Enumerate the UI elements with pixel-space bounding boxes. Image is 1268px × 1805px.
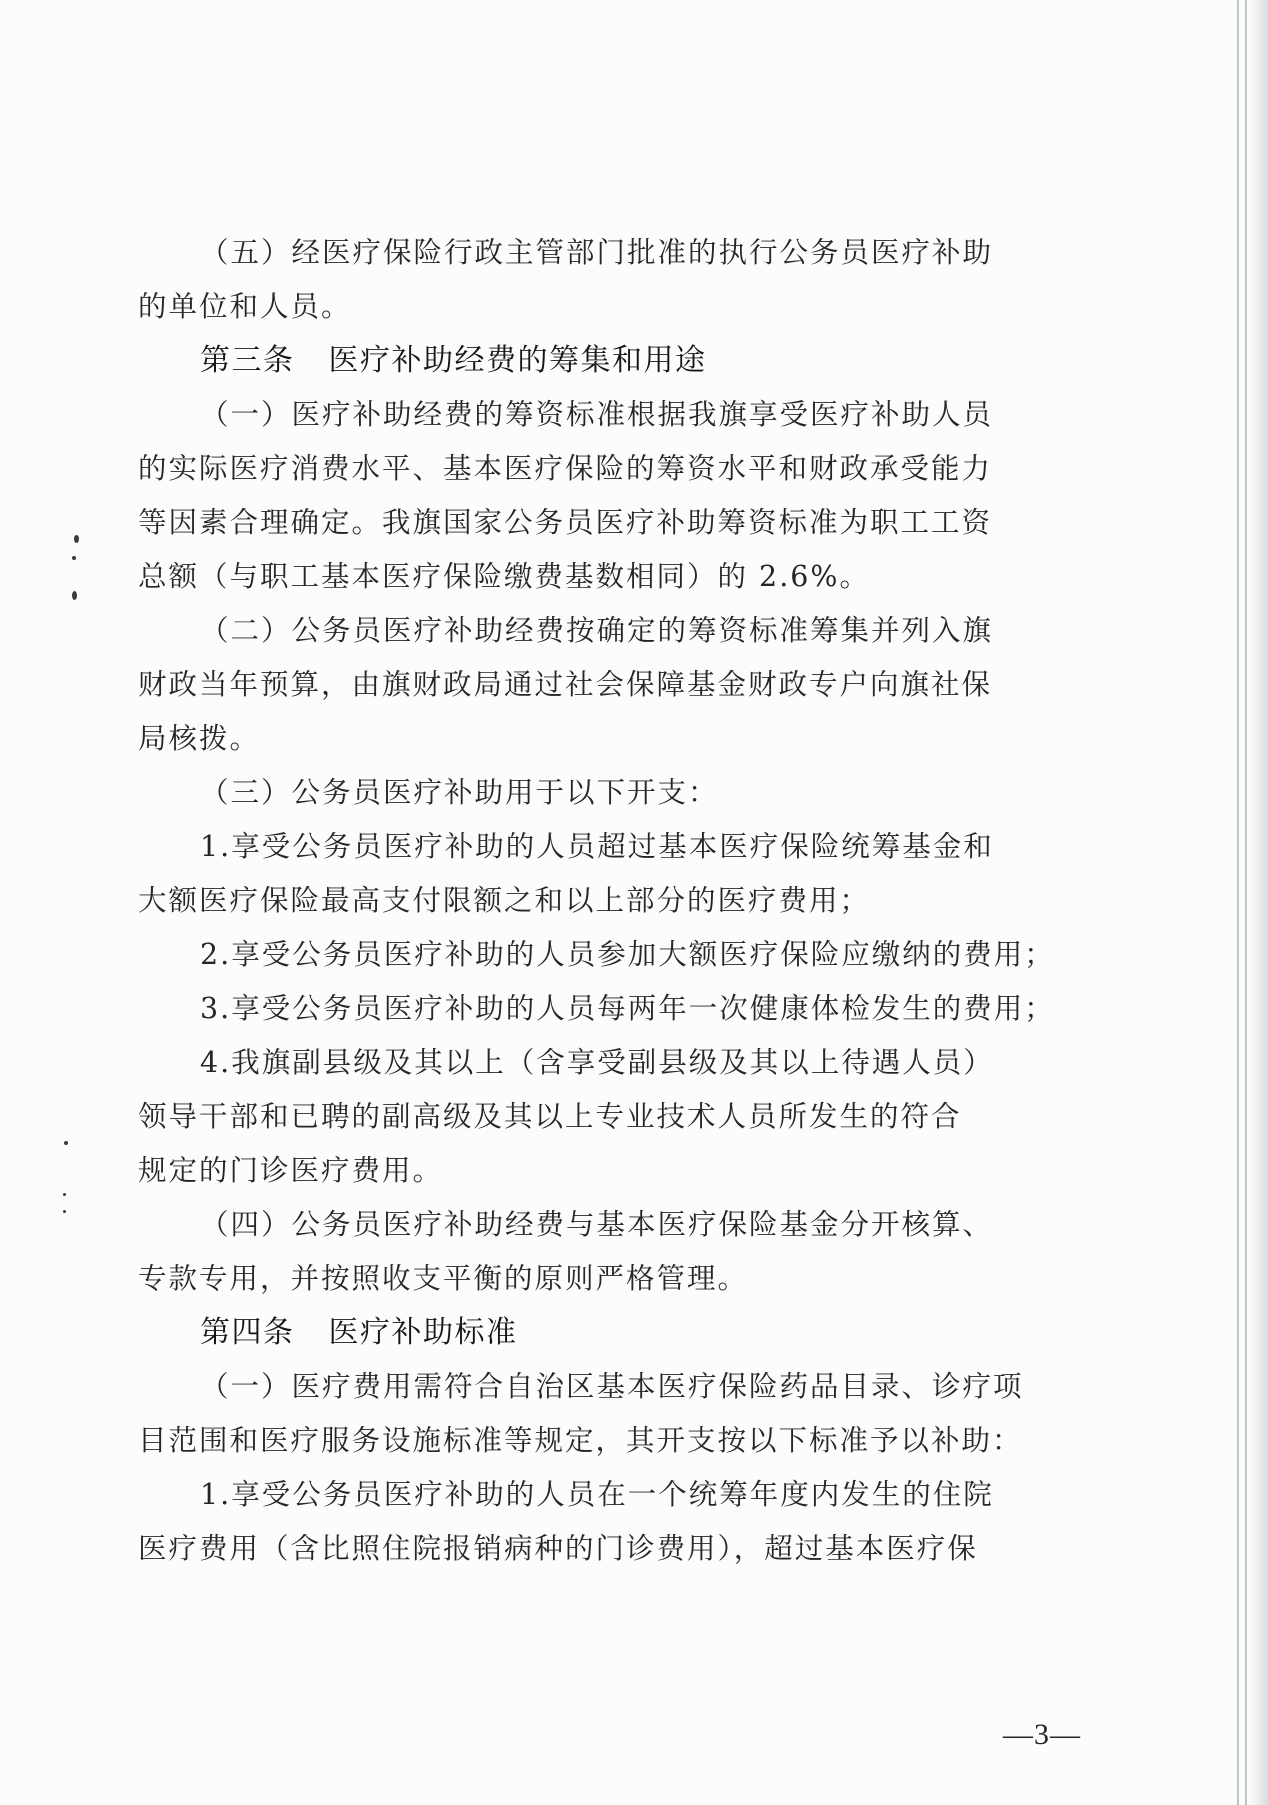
text-line: （三）公务员医疗补助用于以下开支： [200, 776, 719, 809]
article-title: 医疗补助经费的筹集和用途 [328, 343, 707, 378]
scan-speck [72, 591, 77, 600]
text-line: 财政当年预算，由旗财政局通过社会保障基金财政专户向旗社保 [138, 668, 993, 701]
article-title: 医疗补助标准 [328, 1315, 518, 1350]
text-line: 的实际医疗消费水平、基本医疗保险的筹资水平和财政承受能力 [138, 452, 993, 485]
scan-edge-line [1237, 0, 1239, 1805]
scan-speck [72, 556, 76, 560]
article-heading [138, 1306, 1093, 1360]
text-line: 2.享受公务员医疗补助的人员参加大额医疗保险应缴纳的费用； [200, 938, 1055, 971]
text-line: 1.享受公务员医疗补助的人员在一个统筹年度内发生的住院 [200, 1478, 994, 1511]
article-number: 第四条 [200, 1315, 295, 1350]
text-line: （一）医疗费用需符合自治区基本医疗保险药品目录、诊疗项 [200, 1370, 1024, 1403]
text-line: 的单位和人员。 [138, 290, 352, 323]
text-line: 局核拨。 [138, 722, 261, 755]
text-line: 4.我旗副县级及其以上（含享受副县级及其以上待遇人员） [200, 1046, 994, 1079]
text-line: （一）医疗补助经费的筹资标准根据我旗享受医疗补助人员 [200, 398, 994, 431]
article-heading [138, 334, 1093, 388]
text-line: 目范围和医疗服务设施标准等规定，其开支按以下标准予以补助： [138, 1424, 1023, 1457]
scan-speck [63, 1210, 66, 1213]
text-line: 领导干部和已聘的副高级及其以上专业技术人员所发生的符合 [138, 1100, 962, 1133]
scan-speck [63, 1193, 66, 1196]
page-number: —3— [1003, 1718, 1081, 1751]
text-line: 专款专用，并按照收支平衡的原则严格管理。 [138, 1262, 749, 1295]
text-line: （二）公务员医疗补助经费按确定的筹资标准筹集并列入旗 [200, 614, 994, 647]
document-body [138, 226, 1093, 1576]
text-line: （五）经医疗保险行政主管部门批准的执行公务员医疗补助 [200, 236, 994, 269]
text-line: 医疗费用（含比照住院报销病种的门诊费用），超过基本医疗保 [138, 1532, 978, 1565]
text-line: 等因素合理确定。我旗国家公务员医疗补助筹资标准为职工工资 [138, 506, 993, 539]
text-line: 总额（与职工基本医疗保险缴费基数相同）的 2.6%。 [138, 560, 870, 593]
scan-speck [64, 1141, 68, 1145]
text-line: （四）公务员医疗补助经费与基本医疗保险基金分开核算、 [200, 1208, 994, 1241]
scan-edge-line [1245, 0, 1247, 1805]
scan-speck [74, 535, 79, 543]
article-number: 第三条 [200, 343, 295, 378]
text-line: 1.享受公务员医疗补助的人员超过基本医疗保险统筹基金和 [200, 830, 994, 863]
text-line: 3.享受公务员医疗补助的人员每两年一次健康体检发生的费用； [200, 992, 1055, 1025]
text-line: 规定的门诊医疗费用。 [138, 1154, 444, 1187]
text-line: 大额医疗保险最高支付限额之和以上部分的医疗费用； [138, 884, 871, 917]
scan-edge-shadow [1250, 0, 1268, 1805]
